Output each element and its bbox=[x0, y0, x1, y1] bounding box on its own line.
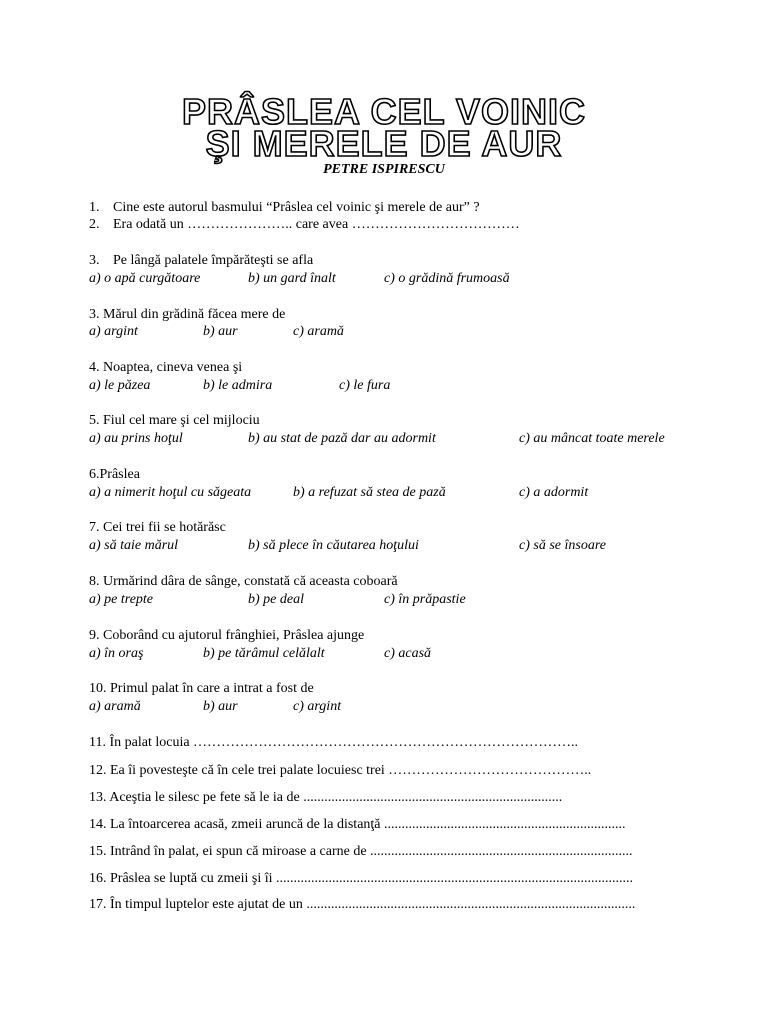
question-6: 6.Prâslea bbox=[89, 467, 140, 482]
option-b: b) a refuzat să stea de pază bbox=[293, 485, 446, 500]
option-c: c) aramă bbox=[293, 324, 344, 339]
option-c: c) a adormit bbox=[519, 485, 589, 500]
question-14: 14. La întoarcerea acasă, zmeii aruncă de la distanţă ..................................................................... bbox=[89, 817, 626, 832]
question-5: 5. Fiul cel mare şi cel mijlociu bbox=[89, 413, 260, 428]
question-11: 11. În palat locuia ……………………………………………………………………….. bbox=[89, 735, 579, 750]
option-c: c) să se însoare bbox=[519, 538, 606, 553]
question-1 bbox=[89, 200, 480, 216]
title-line-2: ŞI MERELE DE AUR bbox=[205, 123, 563, 164]
option-a: a) aramă bbox=[89, 699, 141, 714]
question-number: 2. bbox=[89, 217, 100, 232]
question-4: 4. Noaptea, cineva venea şi bbox=[89, 360, 243, 375]
option-c: c) au mâncat toate merele bbox=[519, 431, 665, 446]
question-text: Pe lângă palatele împărăteşti se afla bbox=[113, 253, 314, 268]
question-number: 1. bbox=[89, 200, 100, 215]
option-c: c) în prăpastie bbox=[384, 592, 466, 607]
question-7: 7. Cei trei fii se hotărăsc bbox=[89, 520, 226, 535]
option-b: b) au stat de pază dar au adormit bbox=[248, 431, 436, 446]
question-text: Cine este autorul basmului “Prâslea cel voinic şi merele de aur” ? bbox=[113, 200, 480, 215]
question-text: Era odată un ………………….. care avea ……………………………… bbox=[113, 217, 520, 232]
question-15: 15. Intrând în palat, ei spun că miroase a carne de ........................................................................... bbox=[89, 844, 633, 859]
option-c: c) o grădină frumoasă bbox=[384, 271, 510, 286]
question-number: 3. bbox=[89, 253, 100, 268]
option-a: a) în oraş bbox=[89, 646, 144, 661]
author: PETRE ISPIRESCU bbox=[323, 162, 445, 177]
option-a: a) argint bbox=[89, 324, 138, 339]
option-a: a) să taie mărul bbox=[89, 538, 179, 553]
question-17: 17. În timpul luptelor este ajutat de un .............................................................................................. bbox=[89, 897, 636, 912]
option-b: b) pe deal bbox=[248, 592, 304, 607]
option-b: b) un gard înalt bbox=[248, 271, 336, 286]
title-line-1: PRÂSLEA CEL VOINIC bbox=[181, 91, 587, 132]
option-b: b) aur bbox=[203, 699, 238, 714]
option-c: c) argint bbox=[293, 699, 342, 714]
question-13: 13. Aceştia le silesc pe fete să le ia de .......................................................................... bbox=[89, 790, 563, 805]
option-a: a) au prins hoţul bbox=[89, 431, 183, 446]
option-a: a) a nimerit hoţul cu săgeata bbox=[89, 485, 252, 500]
option-a: a) pe trepte bbox=[89, 592, 154, 607]
option-b: b) aur bbox=[203, 324, 238, 339]
question-3a bbox=[89, 253, 313, 269]
question-2 bbox=[89, 217, 520, 233]
question-12: 12. Ea îi povesteşte că în cele trei palate locuiesc trei …………………………………….. bbox=[89, 763, 592, 778]
question-16: 16. Prâslea se luptă cu zmeii şi îi ...................................................................................................... bbox=[89, 871, 634, 886]
option-a: a) le păzea bbox=[89, 378, 151, 393]
question-3b: 3. Mărul din grădină făcea mere de bbox=[89, 307, 286, 322]
question-9: 9. Coborând cu ajutorul frânghiei, Prâslea ajunge bbox=[89, 628, 365, 643]
option-a: a) o apă curgătoare bbox=[89, 271, 201, 286]
option-b: b) pe tărâmul celălalt bbox=[203, 646, 325, 661]
question-8: 8. Urmărind dâra de sânge, constată că aceasta coboară bbox=[89, 574, 398, 589]
option-c: c) le fura bbox=[339, 378, 391, 393]
option-b: b) le admira bbox=[203, 378, 273, 393]
option-c: c) acasă bbox=[384, 646, 432, 661]
option-b: b) să plece în căutarea hoţului bbox=[248, 538, 419, 553]
question-10: 10. Primul palat în care a intrat a fost de bbox=[89, 681, 314, 696]
